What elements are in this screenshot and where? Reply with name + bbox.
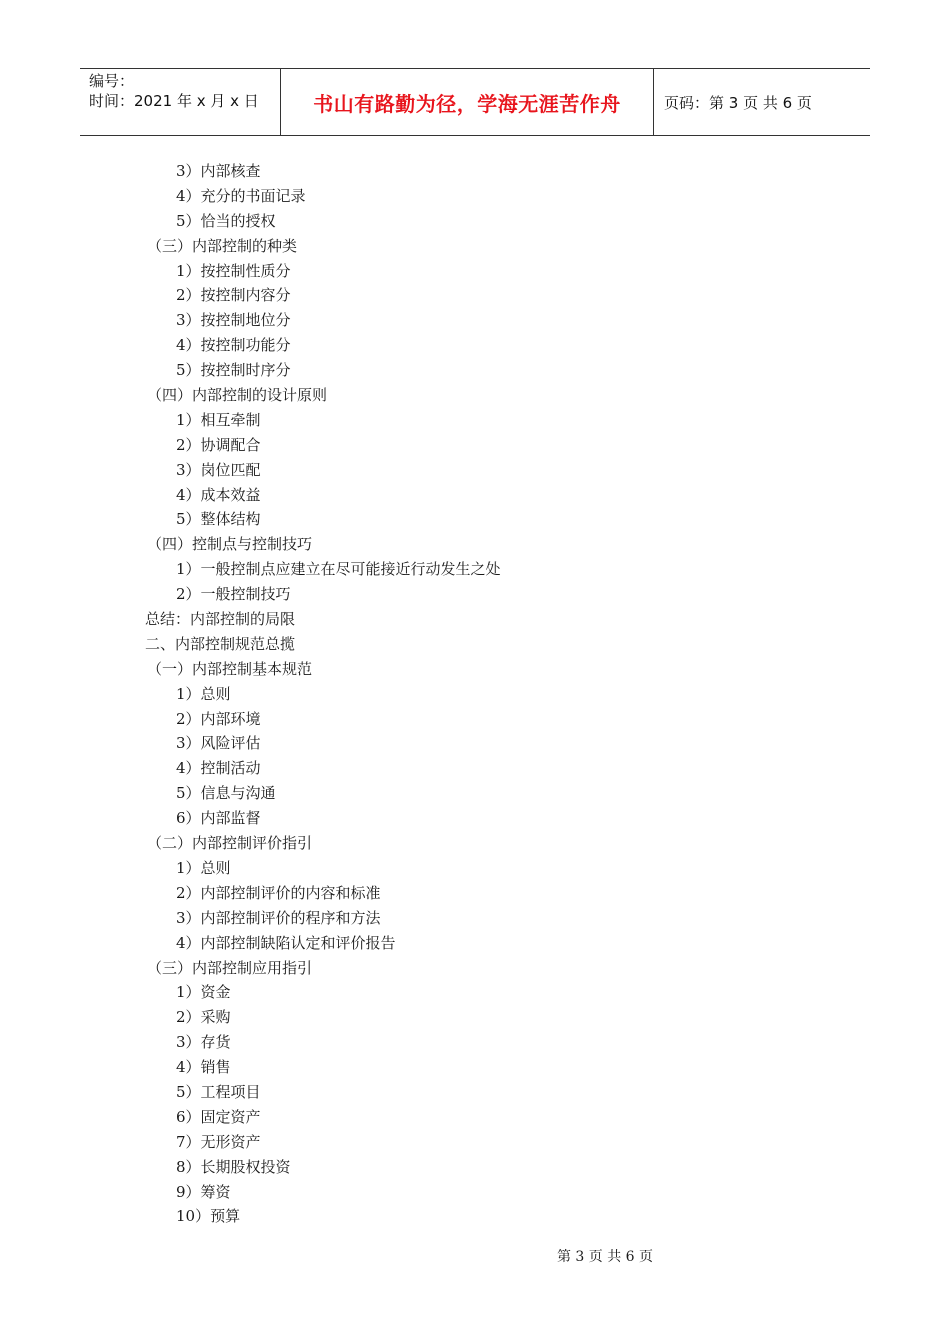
list-item: 1）一般控制点应建立在尽可能接近行动发生之处 bbox=[176, 560, 501, 579]
list-item: 2）一般控制技巧 bbox=[176, 585, 291, 604]
page-header bbox=[80, 68, 870, 136]
list-item: 3）内部控制评价的程序和方法 bbox=[176, 908, 381, 927]
list-item: 1）相互牵制 bbox=[176, 410, 261, 429]
list-item: 6）内部监督 bbox=[176, 809, 261, 828]
document-body bbox=[0, 159, 950, 1229]
subsection-heading: （三）内部控制的种类 bbox=[147, 236, 298, 255]
list-item: 3）存货 bbox=[176, 1033, 231, 1052]
section-heading: 总结：内部控制的局限 bbox=[145, 610, 296, 629]
list-item: 1）按控制性质分 bbox=[176, 261, 291, 280]
subsection-heading: （三）内部控制应用指引 bbox=[147, 958, 313, 977]
header-meta-cell bbox=[80, 69, 281, 135]
document-number-label: 编号： bbox=[89, 72, 135, 90]
list-item: 2）内部环境 bbox=[176, 709, 261, 728]
list-item: 3）内部核查 bbox=[176, 162, 261, 180]
list-item: 7）无形资产 bbox=[176, 1132, 261, 1151]
subsection-heading: （四）内部控制的设计原则 bbox=[147, 386, 328, 405]
list-item: 4）成本效益 bbox=[176, 485, 261, 504]
subsection-heading: （四）控制点与控制技巧 bbox=[147, 535, 313, 554]
list-item: 9）筹资 bbox=[176, 1182, 231, 1201]
list-item: 5）恰当的授权 bbox=[176, 211, 276, 230]
subsection-heading: （一）内部控制基本规范 bbox=[147, 659, 313, 678]
list-item: 3）按控制地位分 bbox=[176, 311, 291, 330]
subsection-heading: （二）内部控制评价指引 bbox=[147, 834, 313, 853]
section-heading: 二、内部控制规范总揽 bbox=[145, 634, 296, 653]
list-item: 3）岗位匹配 bbox=[176, 460, 261, 479]
page-footer: 第 3 页 共 6 页 bbox=[556, 1249, 654, 1265]
document-time-label: 时间：2021 年 x 月 x 日 bbox=[89, 92, 259, 110]
list-item: 2）按控制内容分 bbox=[176, 286, 291, 305]
list-item: 4）内部控制缺陷认定和评价报告 bbox=[176, 933, 396, 952]
list-item: 4）按控制功能分 bbox=[176, 336, 291, 355]
list-item: 4）充分的书面记录 bbox=[176, 186, 306, 205]
list-item: 3）风险评估 bbox=[176, 734, 261, 753]
list-item: 4）控制活动 bbox=[176, 759, 261, 778]
list-item: 5）信息与沟通 bbox=[176, 784, 276, 803]
list-item: 2）协调配合 bbox=[176, 435, 261, 454]
list-item: 5）工程项目 bbox=[176, 1082, 261, 1101]
list-item: 6）固定资产 bbox=[176, 1107, 261, 1126]
list-item: 5）按控制时序分 bbox=[176, 361, 291, 380]
list-item: 2）内部控制评价的内容和标准 bbox=[176, 883, 381, 902]
header-page-label: 页码：第 3 页 共 6 页 bbox=[664, 93, 812, 112]
list-item: 2）采购 bbox=[176, 1008, 231, 1027]
list-item: 10）预算 bbox=[176, 1207, 241, 1226]
list-item: 8）长期股权投资 bbox=[176, 1157, 291, 1176]
list-item: 1）总则 bbox=[176, 858, 231, 877]
list-item: 1）总则 bbox=[176, 684, 231, 703]
list-item: 1）资金 bbox=[176, 983, 231, 1002]
list-item: 5）整体结构 bbox=[176, 510, 261, 529]
list-item: 4）销售 bbox=[176, 1058, 231, 1077]
header-motto: 书山有路勤为径，学海无涯苦作舟 bbox=[281, 69, 654, 135]
